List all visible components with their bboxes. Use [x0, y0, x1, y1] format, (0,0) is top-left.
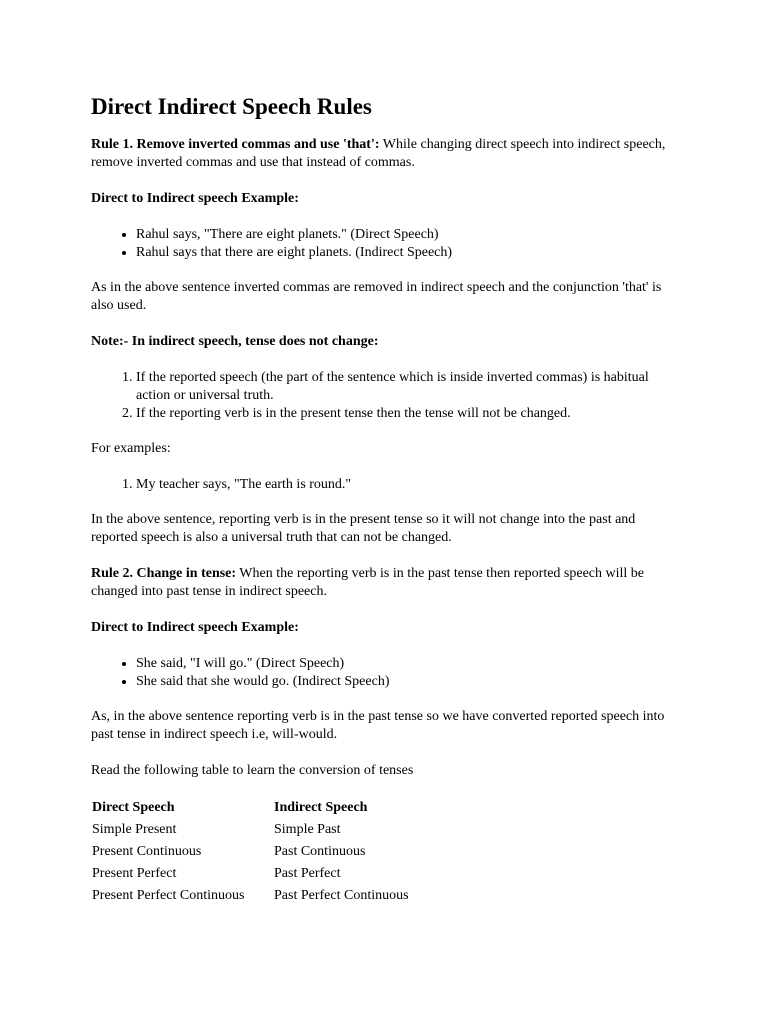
table-cell: Past Continuous: [274, 844, 366, 859]
table-cell: Simple Present: [92, 822, 177, 837]
document-content: [91, 93, 681, 907]
table-header-indirect: Indirect Speech: [274, 800, 368, 815]
example2-list: [91, 655, 681, 691]
rule1-paragraph: [91, 136, 681, 172]
rule2-text: When the reporting verb is in the past tense then reported speech will be changed into past tense in indirect speech.: [91, 566, 645, 599]
list-item: 2. If the reporting verb is in the present tense then the tense will not be changed.: [136, 405, 681, 423]
table-cell: Past Perfect Continuous: [274, 888, 409, 903]
paragraph-4: Read the following table to learn the conversion of tenses: [91, 763, 414, 778]
tense-conversion-table: [92, 797, 409, 907]
table-header-direct: Direct Speech: [92, 800, 175, 815]
page-title: Direct Indirect Speech Rules: [91, 94, 372, 119]
list-item: • She said that she would go. (Indirect Speech): [136, 673, 681, 691]
table-cell: Present Perfect: [92, 866, 177, 881]
list-item: • Rahul says that there are eight planets. (Indirect Speech): [136, 244, 681, 262]
examples-list: [91, 476, 681, 494]
table-row: [92, 863, 409, 885]
rule2-paragraph: [91, 565, 681, 601]
list-item: • She said, "I will go." (Direct Speech): [136, 655, 681, 673]
paragraph-2: In the above sentence, reporting verb is in the present tense so it will not change into the past and reported speech is also a universal truth that can not be changed.: [91, 512, 636, 545]
note-list: [91, 369, 681, 423]
example1-heading: Direct to Indirect speech Example:: [91, 191, 299, 206]
table-row: [92, 819, 409, 841]
table-row: [92, 885, 409, 907]
example2-heading: Direct to Indirect speech Example:: [91, 620, 299, 635]
list-item: • Rahul says, "There are eight planets." (Direct Speech): [136, 226, 681, 244]
list-item: 1. If the reported speech (the part of the sentence which is inside inverted commas) is habitual action or universal truth.: [136, 369, 681, 405]
paragraph-3: As, in the above sentence reporting verb is in the past tense so we have converted reported speech into past tense in indirect speech i.e, will-would.: [91, 709, 665, 742]
table-header-row: [92, 797, 409, 819]
table-cell: Present Perfect Continuous: [92, 888, 245, 903]
table-cell: Present Continuous: [92, 844, 202, 859]
rule1-text: While changing direct speech into indirect speech, remove inverted commas and use that instead of commas.: [91, 137, 666, 170]
list-item: 1. My teacher says, "The earth is round.": [136, 476, 681, 494]
for-examples-label: For examples:: [91, 441, 171, 456]
example1-list: [91, 226, 681, 262]
rule1-heading: Rule 1. Remove inverted commas and use 'that':: [91, 137, 380, 152]
table-row: [92, 841, 409, 863]
paragraph-1: As in the above sentence inverted commas are removed in indirect speech and the conjunction 'that' is also used.: [91, 280, 662, 313]
table-cell: Simple Past: [274, 822, 341, 837]
note-heading: Note:- In indirect speech, tense does not change:: [91, 334, 379, 349]
table-cell: Past Perfect: [274, 866, 341, 881]
rule2-heading: Rule 2. Change in tense:: [91, 566, 237, 581]
